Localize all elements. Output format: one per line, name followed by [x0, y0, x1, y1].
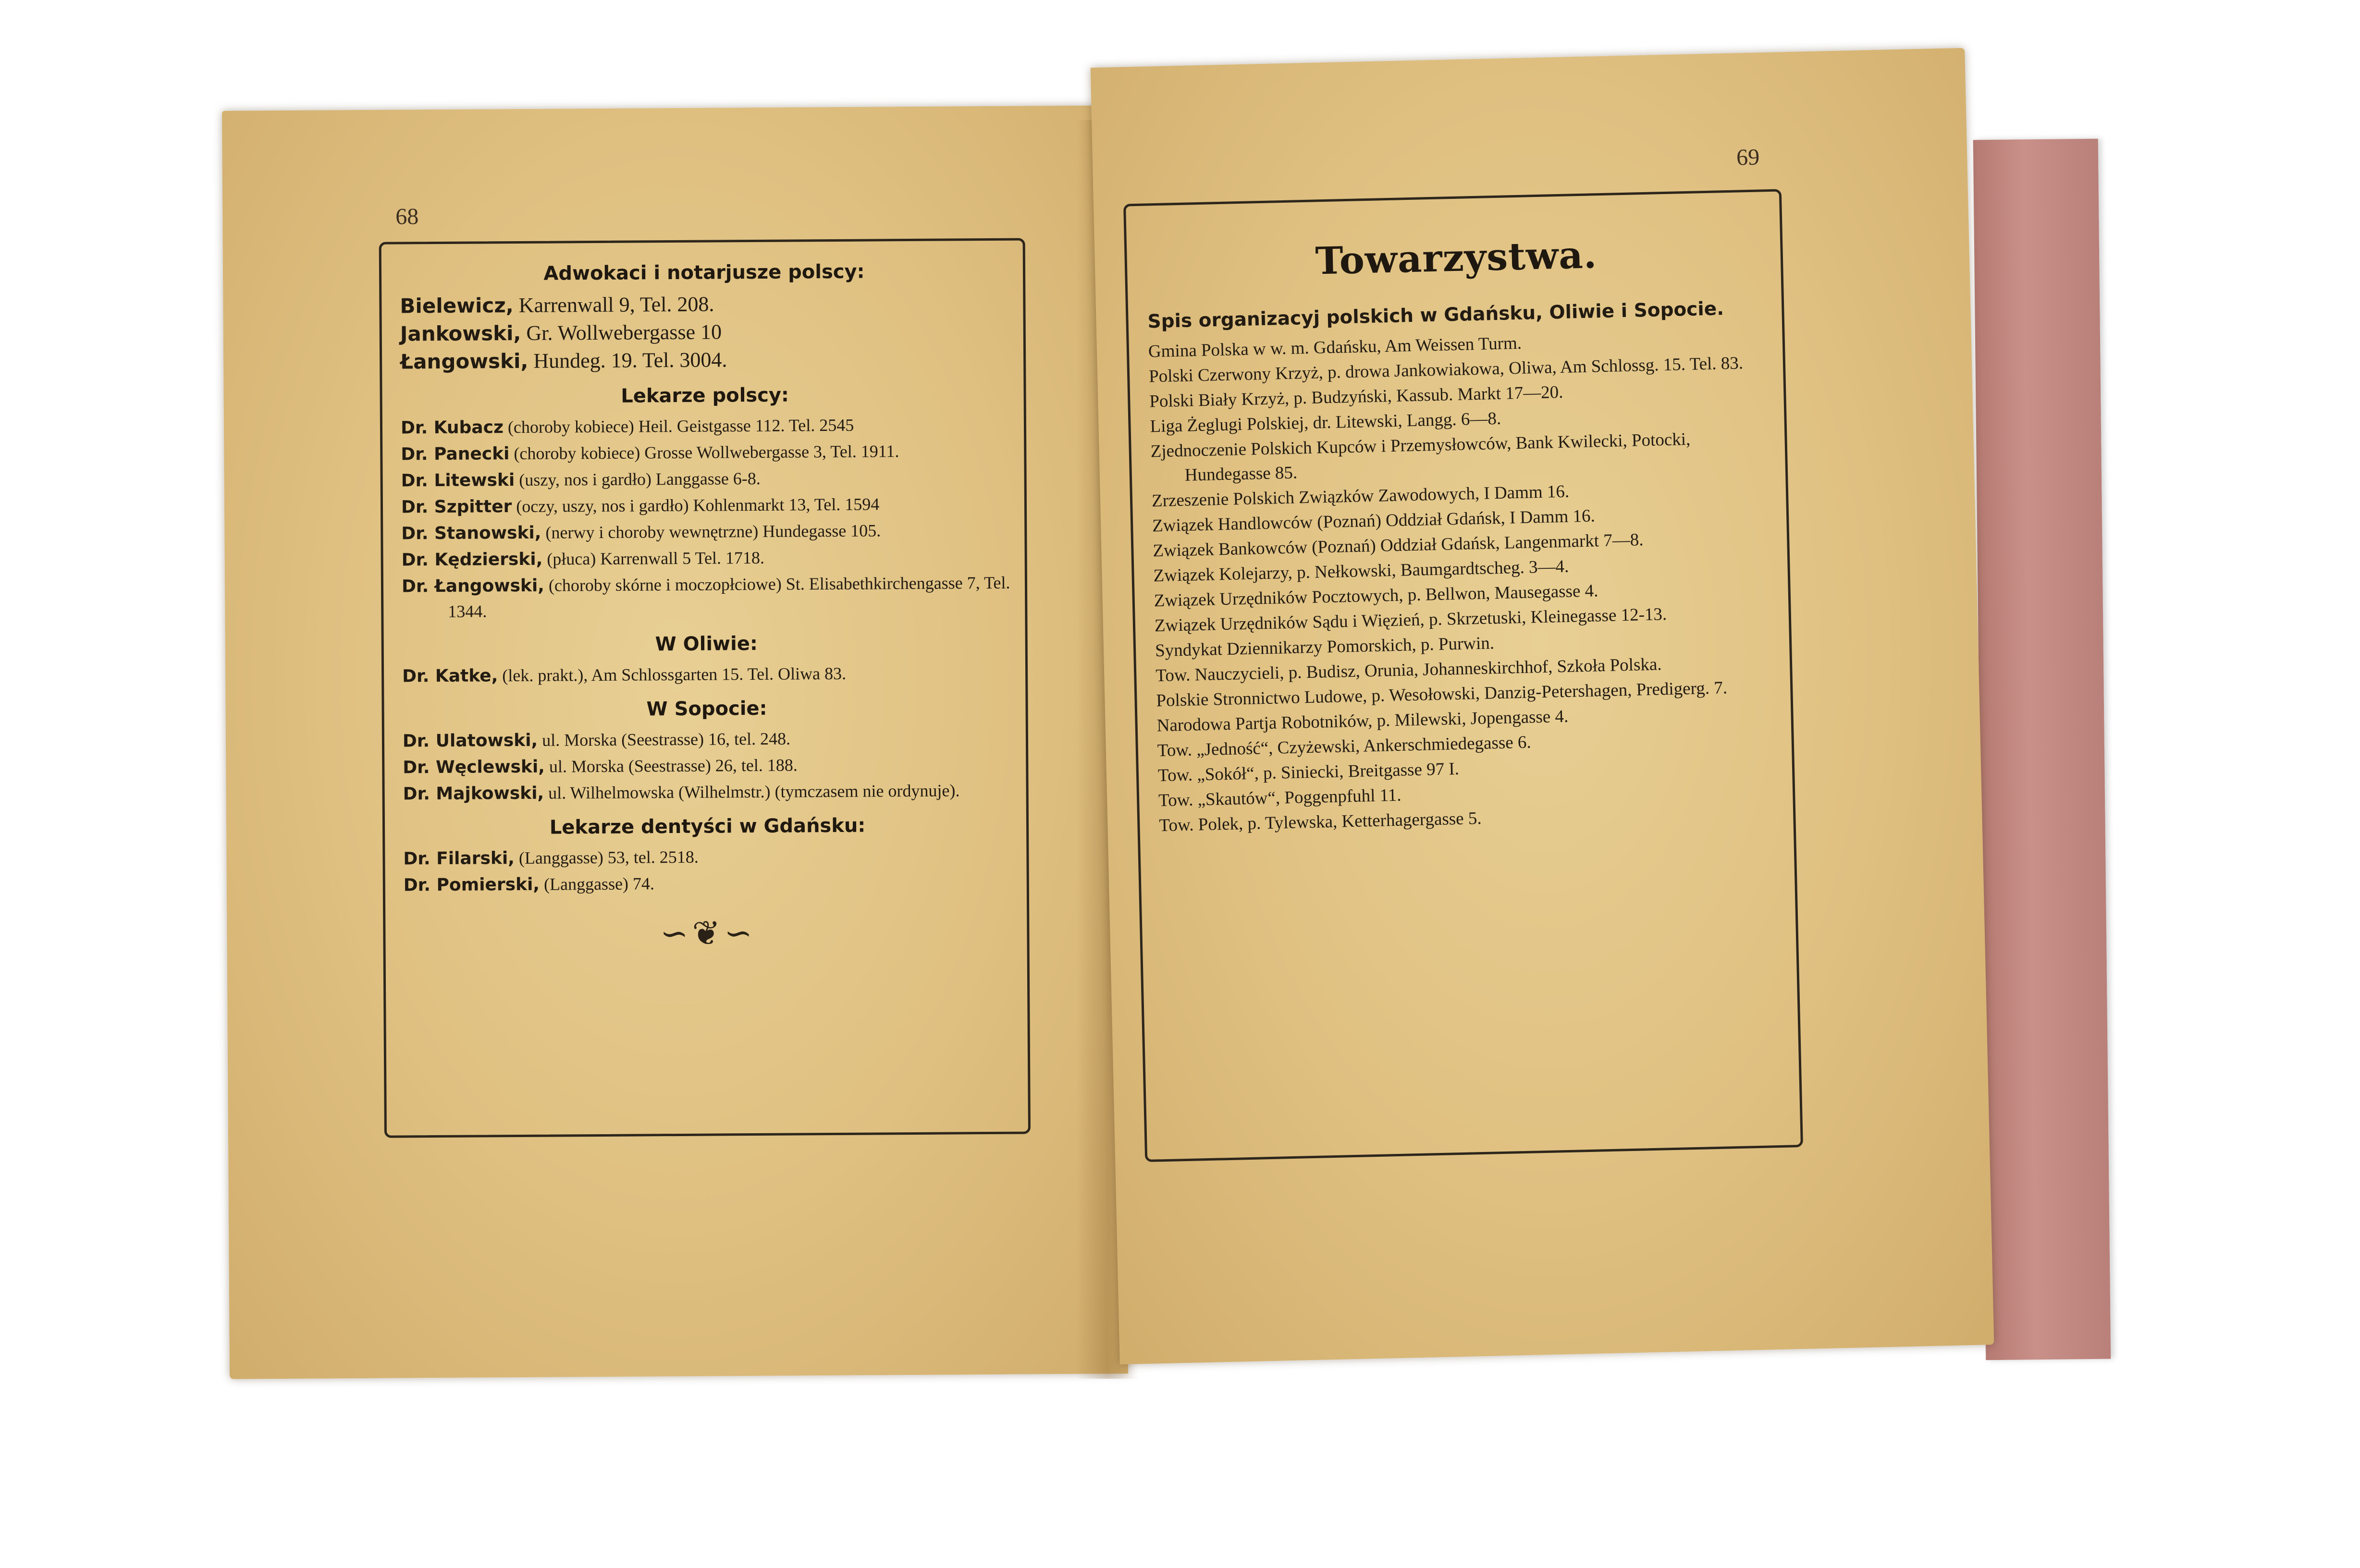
entry-name: Jankowski,: [400, 321, 521, 346]
entry-text: Gr. Wollwebergasse 10: [521, 320, 722, 345]
list-item: Tow. Nauczycieli, p. Budisz, Orunia, Johanneskirchhof, Szkoła Polska.: [1155, 654, 1662, 686]
list-item: [401, 465, 1010, 494]
list-item: Tow. „Jedność“, Czyżewski, Ankerschmiedegasse 6.: [1157, 732, 1532, 761]
section-heading-sopot: W Sopocie:: [646, 697, 767, 721]
page-title: Towarzystwa.: [1315, 233, 1598, 283]
entry-text: (Langgasse) 74.: [539, 874, 655, 894]
entry-name: Dr. Kędzierski,: [401, 549, 543, 570]
list-item: [400, 289, 1008, 320]
list-item: Związek Urzędników Pocztowych, p. Bellwon, Mausegasse 4.: [1154, 581, 1598, 611]
list-item: Związek Urzędników Sądu i Więzień, p. Skrzetuski, Kleinegasse 12-13.: [1154, 604, 1667, 636]
oliwa-list: [402, 660, 1011, 689]
list-item: Związek Bankowców (Poznań) Oddział Gdańsk, Langenmarkt 7—8.: [1152, 530, 1644, 561]
list-item: Tow. Polek, p. Tylewska, Ketterhagergasse 5.: [1158, 808, 1482, 836]
entry-text: (choroby kobiece) Heil. Geistgasse 112. Tel. 2545: [503, 415, 854, 437]
list-item: [400, 317, 1009, 348]
list-item: Liga Żeglugi Polskiej, dr. Litewski, Langg. 6—8.: [1150, 408, 1501, 437]
entry-text: (choroby skórne i moczopłciowe) St. Elisabethkirchengasse 7, Tel. 1344.: [448, 573, 1010, 621]
book-cover-edge: [1973, 139, 2111, 1360]
entry-text: ul. Wilhelmowska (Wilhelmstr.) (tymczasem nie ordynuje).: [544, 781, 960, 803]
entry-name: Dr. Majkowski,: [403, 783, 544, 804]
entry-name: Dr. Kubacz: [400, 417, 504, 438]
page-subtitle: Spis organizacyj polskich w Gdańsku, Oliwie i Sopocie.: [1147, 298, 1724, 333]
page-number-left: 68: [395, 204, 419, 230]
list-item: [403, 843, 1012, 872]
section-heading-doctors: Lekarze polscy:: [621, 384, 789, 407]
page-number-right: 69: [1736, 144, 1760, 171]
entry-text: Hundeg. 19. Tel. 3004.: [528, 348, 727, 373]
entry-text: (płuca) Karrenwall 5 Tel. 1718.: [542, 548, 765, 569]
list-item: Zjednoczenie Polskich Kupców i Przemysłowców, Bank Kwilecki, Potocki, Hundegasse 85.: [1150, 429, 1691, 485]
entry-name: Dr. Stanowski,: [401, 523, 541, 544]
list-item: Tow. „Sokół“, p. Siniecki, Breitgasse 97 I.: [1157, 759, 1460, 786]
left-page-frame: [379, 238, 1031, 1138]
list-item: [401, 517, 1010, 547]
entry-text: (lek. prakt.), Am Schlossgarten 15. Tel. Oliwa 83.: [498, 663, 847, 686]
list-item: Zrzeszenie Polskich Związków Zawodowych, I Damm 16.: [1151, 481, 1570, 511]
list-item: [401, 491, 1010, 520]
entry-name: Bielewicz,: [400, 294, 514, 318]
section-heading-oliwa: W Oliwie:: [655, 632, 758, 656]
right-page: [1091, 48, 1994, 1365]
entry-text: (Langgasse) 53, tel. 2518.: [514, 847, 699, 868]
list-item: Gmina Polska w w. m. Gdańsku, Am Weissen Turm.: [1148, 333, 1522, 362]
list-item: [401, 412, 1009, 441]
entry-text: Karrenwall 9, Tel. 208.: [513, 292, 714, 318]
entry-text: ul. Morska (Seestrasse) 26, tel. 188.: [544, 755, 798, 776]
list-item: Związek Handlowców (Poznań) Oddział Gdańsk, I Damm 16.: [1152, 506, 1596, 536]
entry-text: (nerwy i choroby wewnętrzne) Hundegasse 105.: [541, 521, 881, 542]
dentists-list: [403, 843, 1012, 898]
entry-name: Dr. Łangowski,: [401, 576, 545, 597]
organizations-list: [1148, 325, 1779, 838]
entry-text: (choroby kobiece) Grosse Wollwebergasse 3, Tel. 1911.: [509, 441, 899, 464]
list-item: Narodowa Partja Robotników, p. Milewski, Jopengasse 4.: [1156, 706, 1569, 736]
entry-name: Dr. Panecki: [401, 444, 510, 465]
lawyers-list: [400, 289, 1009, 376]
ornament-flourish-icon: ∽❦∽: [660, 915, 757, 953]
list-item: Polski Biały Krzyż, p. Budzyński, Kassub. Markt 17—20.: [1149, 382, 1563, 412]
entry-name: Dr. Pomierski,: [403, 874, 540, 895]
list-item: Syndykat Dziennikarzy Pomorskich, p. Purwin.: [1155, 633, 1495, 661]
list-item: [402, 544, 1010, 573]
list-item: [400, 344, 1009, 376]
entry-name: Dr. Ulatowski,: [402, 730, 538, 751]
entry-name: Dr. Szpitter: [401, 497, 512, 517]
left-page-content: [381, 241, 1027, 956]
entry-name: Dr. Filarski,: [403, 848, 515, 869]
list-item: [404, 869, 1012, 898]
entry-text: (uszy, nos i gardło) Langgasse 6-8.: [515, 468, 761, 490]
section-heading-lawyers: Adwokaci i notarjusze polscy:: [543, 260, 865, 285]
list-item: Związek Kolejarzy, p. Nełkowski, Baumgardtscheg. 3—4.: [1153, 556, 1569, 586]
right-page-frame: [1123, 189, 1803, 1162]
entry-name: Dr. Litewski: [401, 470, 515, 491]
list-item: [402, 660, 1011, 689]
left-page: [222, 105, 1128, 1379]
section-heading-dentists: Lekarze dentyści w Gdańsku:: [549, 814, 866, 839]
list-item: Tow. „Skautów“, Poggenpfuhl 11.: [1158, 785, 1402, 811]
entry-name: Dr. Węclewski,: [403, 757, 545, 778]
entry-text: (oczy, uszy, nos i gardło) Kohlenmarkt 13, Tel. 1594: [512, 494, 880, 516]
list-item: Polskie Stronnictwo Ludowe, p. Wesołowski, Danzig-Petershagen, Predigerg. 7.: [1156, 678, 1728, 711]
entry-name: Dr. Katke,: [402, 666, 498, 686]
list-item: [403, 725, 1011, 754]
entry-text: ul. Morska (Seestrasse) 16, tel. 248.: [538, 729, 791, 750]
list-item: [403, 751, 1011, 781]
right-page-content: [1127, 229, 1794, 839]
list-item: [401, 438, 1009, 467]
list-item: [403, 778, 1011, 807]
list-item: [402, 570, 1011, 625]
entry-name: Łangowski,: [400, 349, 529, 374]
doctors-list: [401, 412, 1011, 625]
sopot-list: [403, 725, 1012, 807]
list-item: Polski Czerwony Krzyż, p. drowa Jankowiakowa, Oliwa, Am Schlossg. 15. Tel. 83.: [1148, 353, 1744, 387]
